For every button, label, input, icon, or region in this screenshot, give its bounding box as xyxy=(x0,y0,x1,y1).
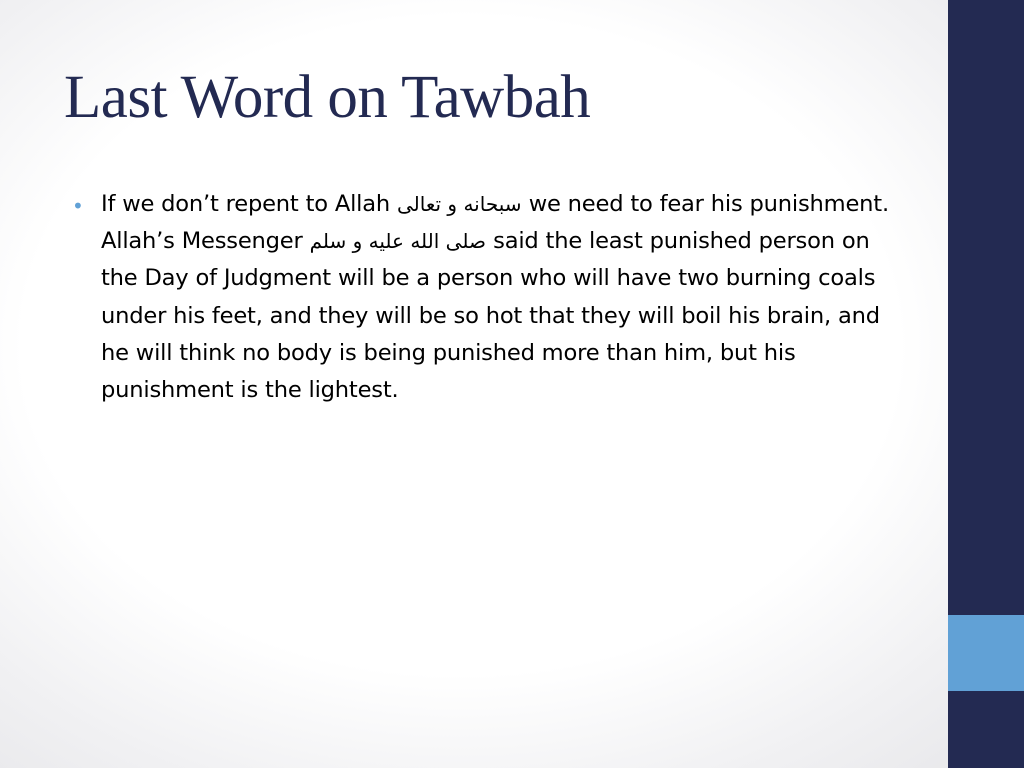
right-bar-accent-block xyxy=(948,615,1024,691)
slide-title: Last Word on Tawbah xyxy=(64,64,591,131)
bullet-paragraph xyxy=(101,186,902,409)
bullet-marker: • xyxy=(72,194,84,218)
right-decorative-bar xyxy=(948,0,1024,768)
arabic-phrase-subhanahu: سبحانه و تعالى xyxy=(397,192,522,216)
arabic-phrase-salawat: صلى الله عليه و سلم xyxy=(309,229,486,254)
text-segment-1: If we don’t repent to Allah xyxy=(101,191,397,217)
text-segment-3: said the least punished person on the Day of Judgment will be a person who will have two burning coals under his feet, and they will be so hot that they will boil his brain, and he will think no body is being punished more than him, but his punishment is the lightest. xyxy=(101,228,880,404)
text-segment-2: we need to fear his punishment. Allah’s Messenger xyxy=(101,191,889,255)
slide-content xyxy=(72,186,902,409)
